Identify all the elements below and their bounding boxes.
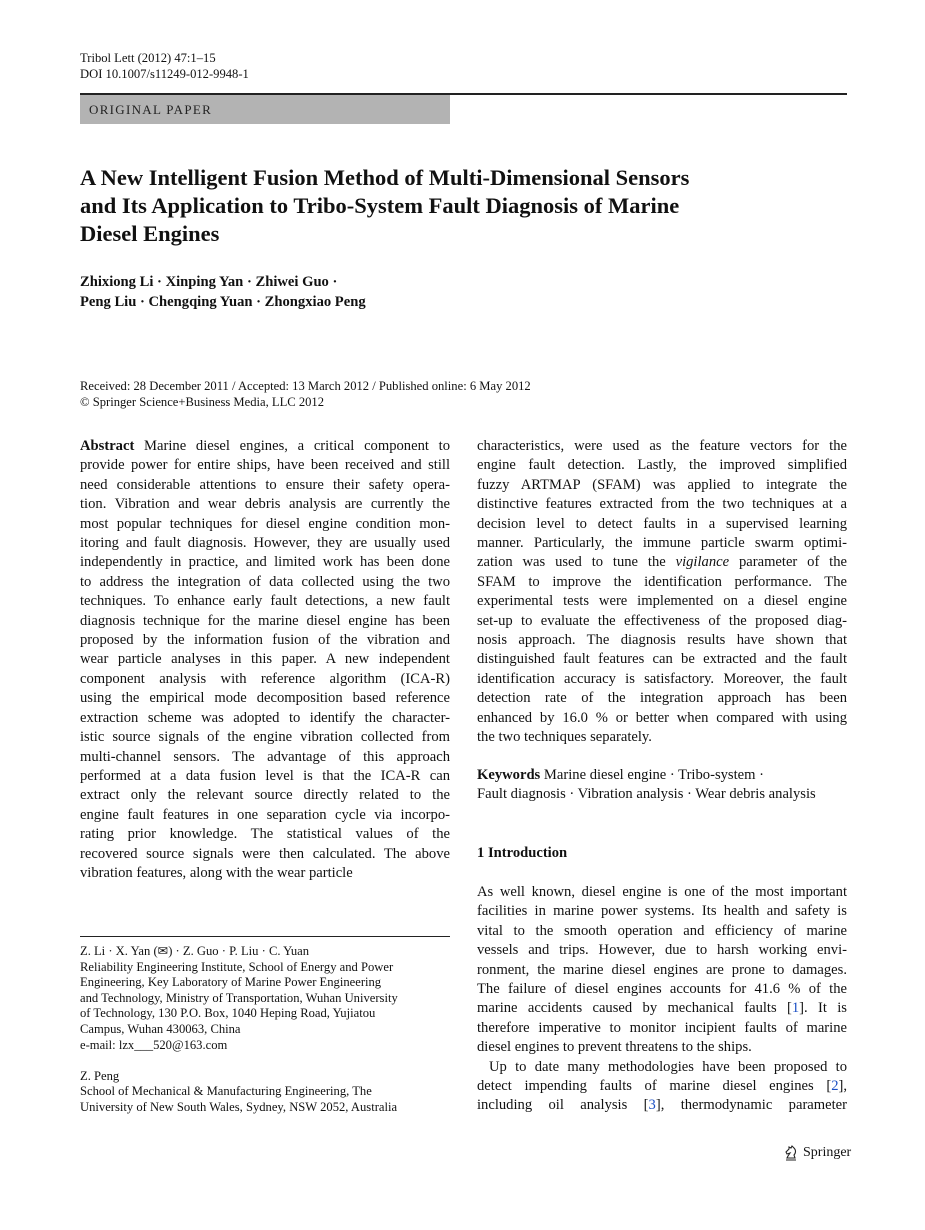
text-span: Peng Liu · Chengqing Yuan · Zhongxiao Peng	[80, 294, 366, 310]
text-span: characteristics, were used as the feature vectors for the	[477, 438, 847, 454]
text-span: detect impending faults of marine diesel engines [	[477, 1078, 832, 1095]
text-span: Fault diagnosis · Vibration analysis · Wear debris analysis	[477, 786, 816, 803]
text-line	[80, 456, 450, 475]
text-line	[477, 437, 847, 456]
text-span: Z. Li · X. Yan (✉) · Z. Guo · P. Liu · C. Yuan	[80, 944, 310, 958]
run-in-heading: Keywords	[477, 767, 541, 783]
text-span: extract only the relevant source directly related to the	[80, 787, 450, 804]
text-span: University of New South Wales, Sydney, NSW 2052, Australia	[80, 1099, 398, 1114]
article-type-label: ORIGINAL PAPER	[89, 102, 213, 117]
text-span: performed at a data fusion level is that the ICA-R can	[80, 767, 450, 784]
publication-dates	[80, 379, 531, 410]
footnote-rule	[80, 936, 450, 937]
text-line	[80, 612, 450, 631]
citation-link[interactable]: 3	[648, 1097, 656, 1114]
text-line	[80, 67, 249, 83]
text-line	[80, 960, 398, 976]
text-span: diesel engines to prevent threatens to the ships.	[477, 1039, 752, 1056]
text-span: most popular techniques for diesel engine condition mon-	[80, 515, 450, 532]
text-line	[477, 650, 847, 669]
text-line	[80, 1053, 398, 1069]
text-line	[477, 553, 847, 572]
text-span: vessels and trips. However, due to harsh working envi-	[477, 942, 847, 959]
text-span: Marine diesel engines, a critical component to	[134, 438, 450, 454]
text-line	[477, 689, 847, 708]
citation-link[interactable]: 1	[791, 1000, 800, 1017]
text-line	[80, 864, 450, 883]
text-span: identification accuracy is satisfactory. Moreover, the fault	[477, 670, 847, 687]
text-line	[477, 495, 847, 514]
text-line	[477, 980, 847, 999]
text-span: A New Intelligent Fusion Method of Multi-Dimensional Sensors	[80, 165, 690, 190]
text-span: tion. Vibration and wear debris analysis are currently the	[80, 496, 450, 513]
text-line	[477, 515, 847, 534]
publisher-name: Springer	[803, 1145, 852, 1160]
text-span: provide power for entire ships, have been received and still	[80, 457, 450, 474]
text-span: engine fault detection. Lastly, the improved simplified	[477, 457, 847, 474]
text-span: and Technology, Ministry of Transportation, Wuhan University	[80, 990, 398, 1005]
text-span: set-up to evaluate the effectiveness of the proposed diag-	[477, 612, 847, 629]
text-span: component analysis with reference algorithm (ICA-R)	[80, 670, 450, 687]
text-line	[80, 1038, 398, 1054]
text-span: using the empirical mode decomposition based reference	[80, 690, 450, 707]
text-span: ], thermodynamic parameter	[655, 1097, 847, 1114]
text-span: facilities in marine power systems. Its health and safety is	[477, 903, 847, 920]
text-span: multi-channel sensors. The advantage of this approach	[80, 748, 450, 765]
text-span: wear particle analyses in this paper. A new independent	[80, 651, 450, 668]
text-line	[80, 767, 450, 786]
text-line	[477, 631, 847, 650]
text-line	[477, 573, 847, 592]
text-line	[477, 941, 847, 960]
text-line	[477, 922, 847, 941]
citation-link[interactable]: 2	[831, 1078, 839, 1095]
text-line	[80, 292, 366, 312]
abstract-right-column	[477, 437, 847, 748]
text-span: Z. Peng	[80, 1068, 120, 1083]
text-line	[80, 164, 860, 192]
text-line	[80, 650, 450, 669]
text-span: Tribol Lett (2012) 47:1–15	[80, 51, 216, 65]
text-span: e-mail: lzx___520@163.com	[80, 1037, 228, 1052]
run-in-heading: Abstract	[80, 438, 135, 454]
text-span: including oil analysis [	[477, 1097, 649, 1114]
text-span: ronment, the marine diesel engines are prone to damages.	[477, 961, 847, 978]
text-span: Marine diesel engine · Tribo-system ·	[540, 767, 764, 783]
text-line	[477, 476, 847, 495]
text-line	[80, 728, 450, 747]
text-span: marine accidents caused by mechanical faults [	[477, 1000, 792, 1017]
text-span: © Springer Science+Business Media, LLC 2012	[80, 394, 325, 409]
springer-logo	[783, 1144, 851, 1162]
text-line	[80, 748, 450, 767]
text-line	[477, 961, 847, 980]
text-line	[80, 573, 450, 592]
text-span: fuzzy ARTMAP (SFAM) was applied to integrate the	[477, 476, 847, 493]
text-line	[80, 534, 450, 553]
text-line	[80, 991, 398, 1007]
text-span: SFAM to improve the identification performance. The	[477, 573, 847, 590]
text-line	[477, 592, 847, 611]
text-span: distinguished fault features can be extracted and the fault	[477, 651, 847, 668]
text-line	[477, 612, 847, 631]
text-line	[477, 1077, 847, 1096]
text-line	[80, 553, 450, 572]
paper-title	[80, 164, 860, 248]
text-span: Up to date many methodologies have been proposed to	[489, 1058, 847, 1075]
text-span: distinctive features extracted from the two techniques at a	[477, 496, 847, 513]
text-line	[477, 883, 847, 902]
text-line	[477, 785, 847, 804]
text-line	[80, 51, 249, 67]
text-span: Zhixiong Li · Xinping Yan · Zhiwei Guo ·	[80, 274, 338, 290]
text-line	[80, 1084, 398, 1100]
text-line	[477, 670, 847, 689]
text-span: experimental tests were implemented on a diesel engine	[477, 593, 847, 610]
text-span: zation was used to tune the	[477, 554, 676, 571]
text-line	[477, 766, 847, 785]
text-line	[80, 975, 398, 991]
text-line	[80, 1100, 398, 1116]
springer-knight-icon	[783, 1144, 799, 1162]
text-line	[80, 395, 531, 411]
text-span: School of Mechanical & Manufacturing Engineering, The	[80, 1084, 372, 1099]
text-span: extraction scheme was adopted to identify the character-	[80, 709, 450, 726]
text-span: ],	[838, 1078, 847, 1095]
introduction-text	[477, 883, 847, 1116]
text-line	[477, 456, 847, 475]
text-line	[80, 845, 450, 864]
text-line	[80, 495, 450, 514]
text-line	[80, 476, 450, 495]
text-span: proposed by the information fusion of the vibration and	[80, 632, 450, 649]
text-line	[477, 1096, 847, 1115]
text-span: decision level to detect faults in a supervised learning	[477, 515, 847, 532]
text-span: Campus, Wuhan 430063, China	[80, 1021, 241, 1036]
text-line	[477, 728, 847, 747]
text-span: vital to the smooth operation and efficiency of marine	[477, 922, 847, 939]
text-span: diagnosis technique for the marine diesel engine has been	[80, 612, 450, 629]
author-affiliations	[80, 944, 398, 1116]
text-line	[80, 1022, 398, 1038]
text-line	[80, 515, 450, 534]
text-line	[80, 944, 398, 960]
text-span: techniques. To enhance early fault detections, a new fault	[80, 593, 450, 610]
text-line	[80, 379, 531, 395]
text-span: the two techniques separately.	[477, 729, 652, 746]
text-line	[80, 786, 450, 805]
text-span: therefore imperative to monitor incipient faults of marine	[477, 1019, 847, 1036]
text-span: to address the integration of data collected using the two	[80, 573, 450, 590]
text-line	[80, 437, 450, 456]
text-span: and Its Application to Tribo-System Fault Diagnosis of Marine	[80, 193, 680, 218]
journal-header	[80, 51, 249, 82]
text-line	[477, 902, 847, 921]
text-span: vibration features, along with the wear particle	[80, 864, 353, 881]
text-span: Diesel Engines	[80, 221, 220, 246]
text-line	[80, 1069, 398, 1085]
text-span: enhanced by 16.0 % or better when compared with using	[477, 709, 847, 726]
text-span: manner. Particularly, the immune particle swarm optimi-	[477, 535, 847, 552]
text-line	[80, 1006, 398, 1022]
text-span: itoring and fault diagnosis. However, they are usually used	[80, 535, 450, 552]
text-span: of Technology, 130 P.O. Box, 1040 Heping Road, Yujiatou	[80, 1006, 376, 1021]
text-line	[80, 220, 860, 248]
text-line	[80, 670, 450, 689]
text-line	[477, 709, 847, 728]
text-line	[80, 592, 450, 611]
keywords	[477, 766, 847, 805]
text-line	[80, 709, 450, 728]
text-span: nosis approach. The diagnosis results have shown that	[477, 632, 847, 649]
text-span: engine fault features in one separation cycle via incorpo-	[80, 806, 450, 823]
text-span: DOI 10.1007/s11249-012-9948-1	[80, 66, 249, 81]
text-line	[80, 192, 860, 220]
text-line	[80, 631, 450, 650]
text-span: need considerable attentions to ensure their safety opera-	[80, 476, 450, 493]
text-line	[80, 806, 450, 825]
text-span: parameter of the	[729, 554, 847, 571]
emphasis: vigilance	[675, 554, 730, 571]
abstract-left-column	[80, 437, 450, 883]
article-type-badge	[80, 95, 450, 124]
text-span: Engineering, Key Laboratory of Marine Power Engineering	[80, 975, 382, 990]
text-span: Received: 28 December 2011 / Accepted: 13 March 2012 / Published online: 6 May 2012	[80, 379, 531, 393]
text-line	[80, 825, 450, 844]
text-span: detection rate of the integration approach has been	[477, 690, 847, 707]
text-line	[477, 999, 847, 1018]
author-list	[80, 272, 366, 312]
section-heading-introduction: 1 Introduction	[477, 845, 568, 861]
text-line	[80, 272, 366, 292]
text-line	[477, 1038, 847, 1057]
text-span: independently in practice, and limited work has been done	[80, 554, 450, 571]
text-span: The failure of diesel engines accounts for 41.6 % of the	[477, 981, 847, 998]
text-span: Reliability Engineering Institute, School of Energy and Power	[80, 959, 394, 974]
text-span: recovered source signals were then calculated. The above	[80, 845, 450, 862]
text-span: ]. It is	[799, 1000, 847, 1017]
text-line	[477, 534, 847, 553]
text-span: As well known, diesel engine is one of the most important	[477, 884, 847, 900]
text-span: rating prior knowledge. The statistical values of the	[80, 826, 450, 843]
text-line	[477, 1019, 847, 1038]
text-span: istic source signals of the engine vibration collected from	[80, 729, 450, 746]
text-line	[80, 689, 450, 708]
text-line	[477, 1058, 847, 1077]
